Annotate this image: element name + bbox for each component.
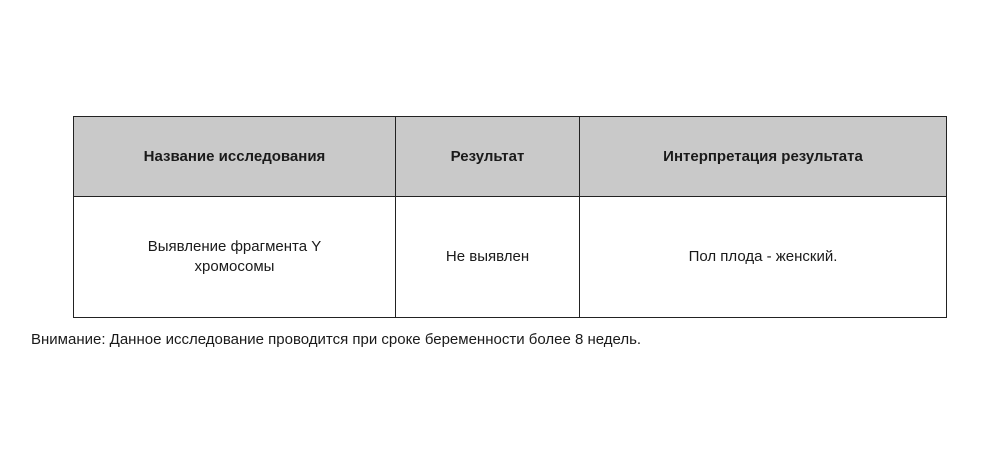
test-name-line-1: Выявление фрагмента Y [147, 238, 322, 255]
cell-test-name [74, 197, 396, 318]
header-test-name: Название исследования [74, 117, 396, 197]
header-result: Результат [396, 117, 580, 197]
table-row [74, 197, 947, 318]
test-name-line-2: хромосомы [194, 258, 275, 275]
cell-interpretation: Пол плода - женский. [580, 197, 947, 318]
table-header-row [74, 117, 947, 197]
notice-text: Внимание: Данное исследование проводится при сроке беременности более 8 недель. [31, 331, 642, 348]
results-table [73, 116, 947, 318]
header-interpretation: Интерпретация результата [580, 117, 947, 197]
cell-result: Не выявлен [396, 197, 580, 318]
